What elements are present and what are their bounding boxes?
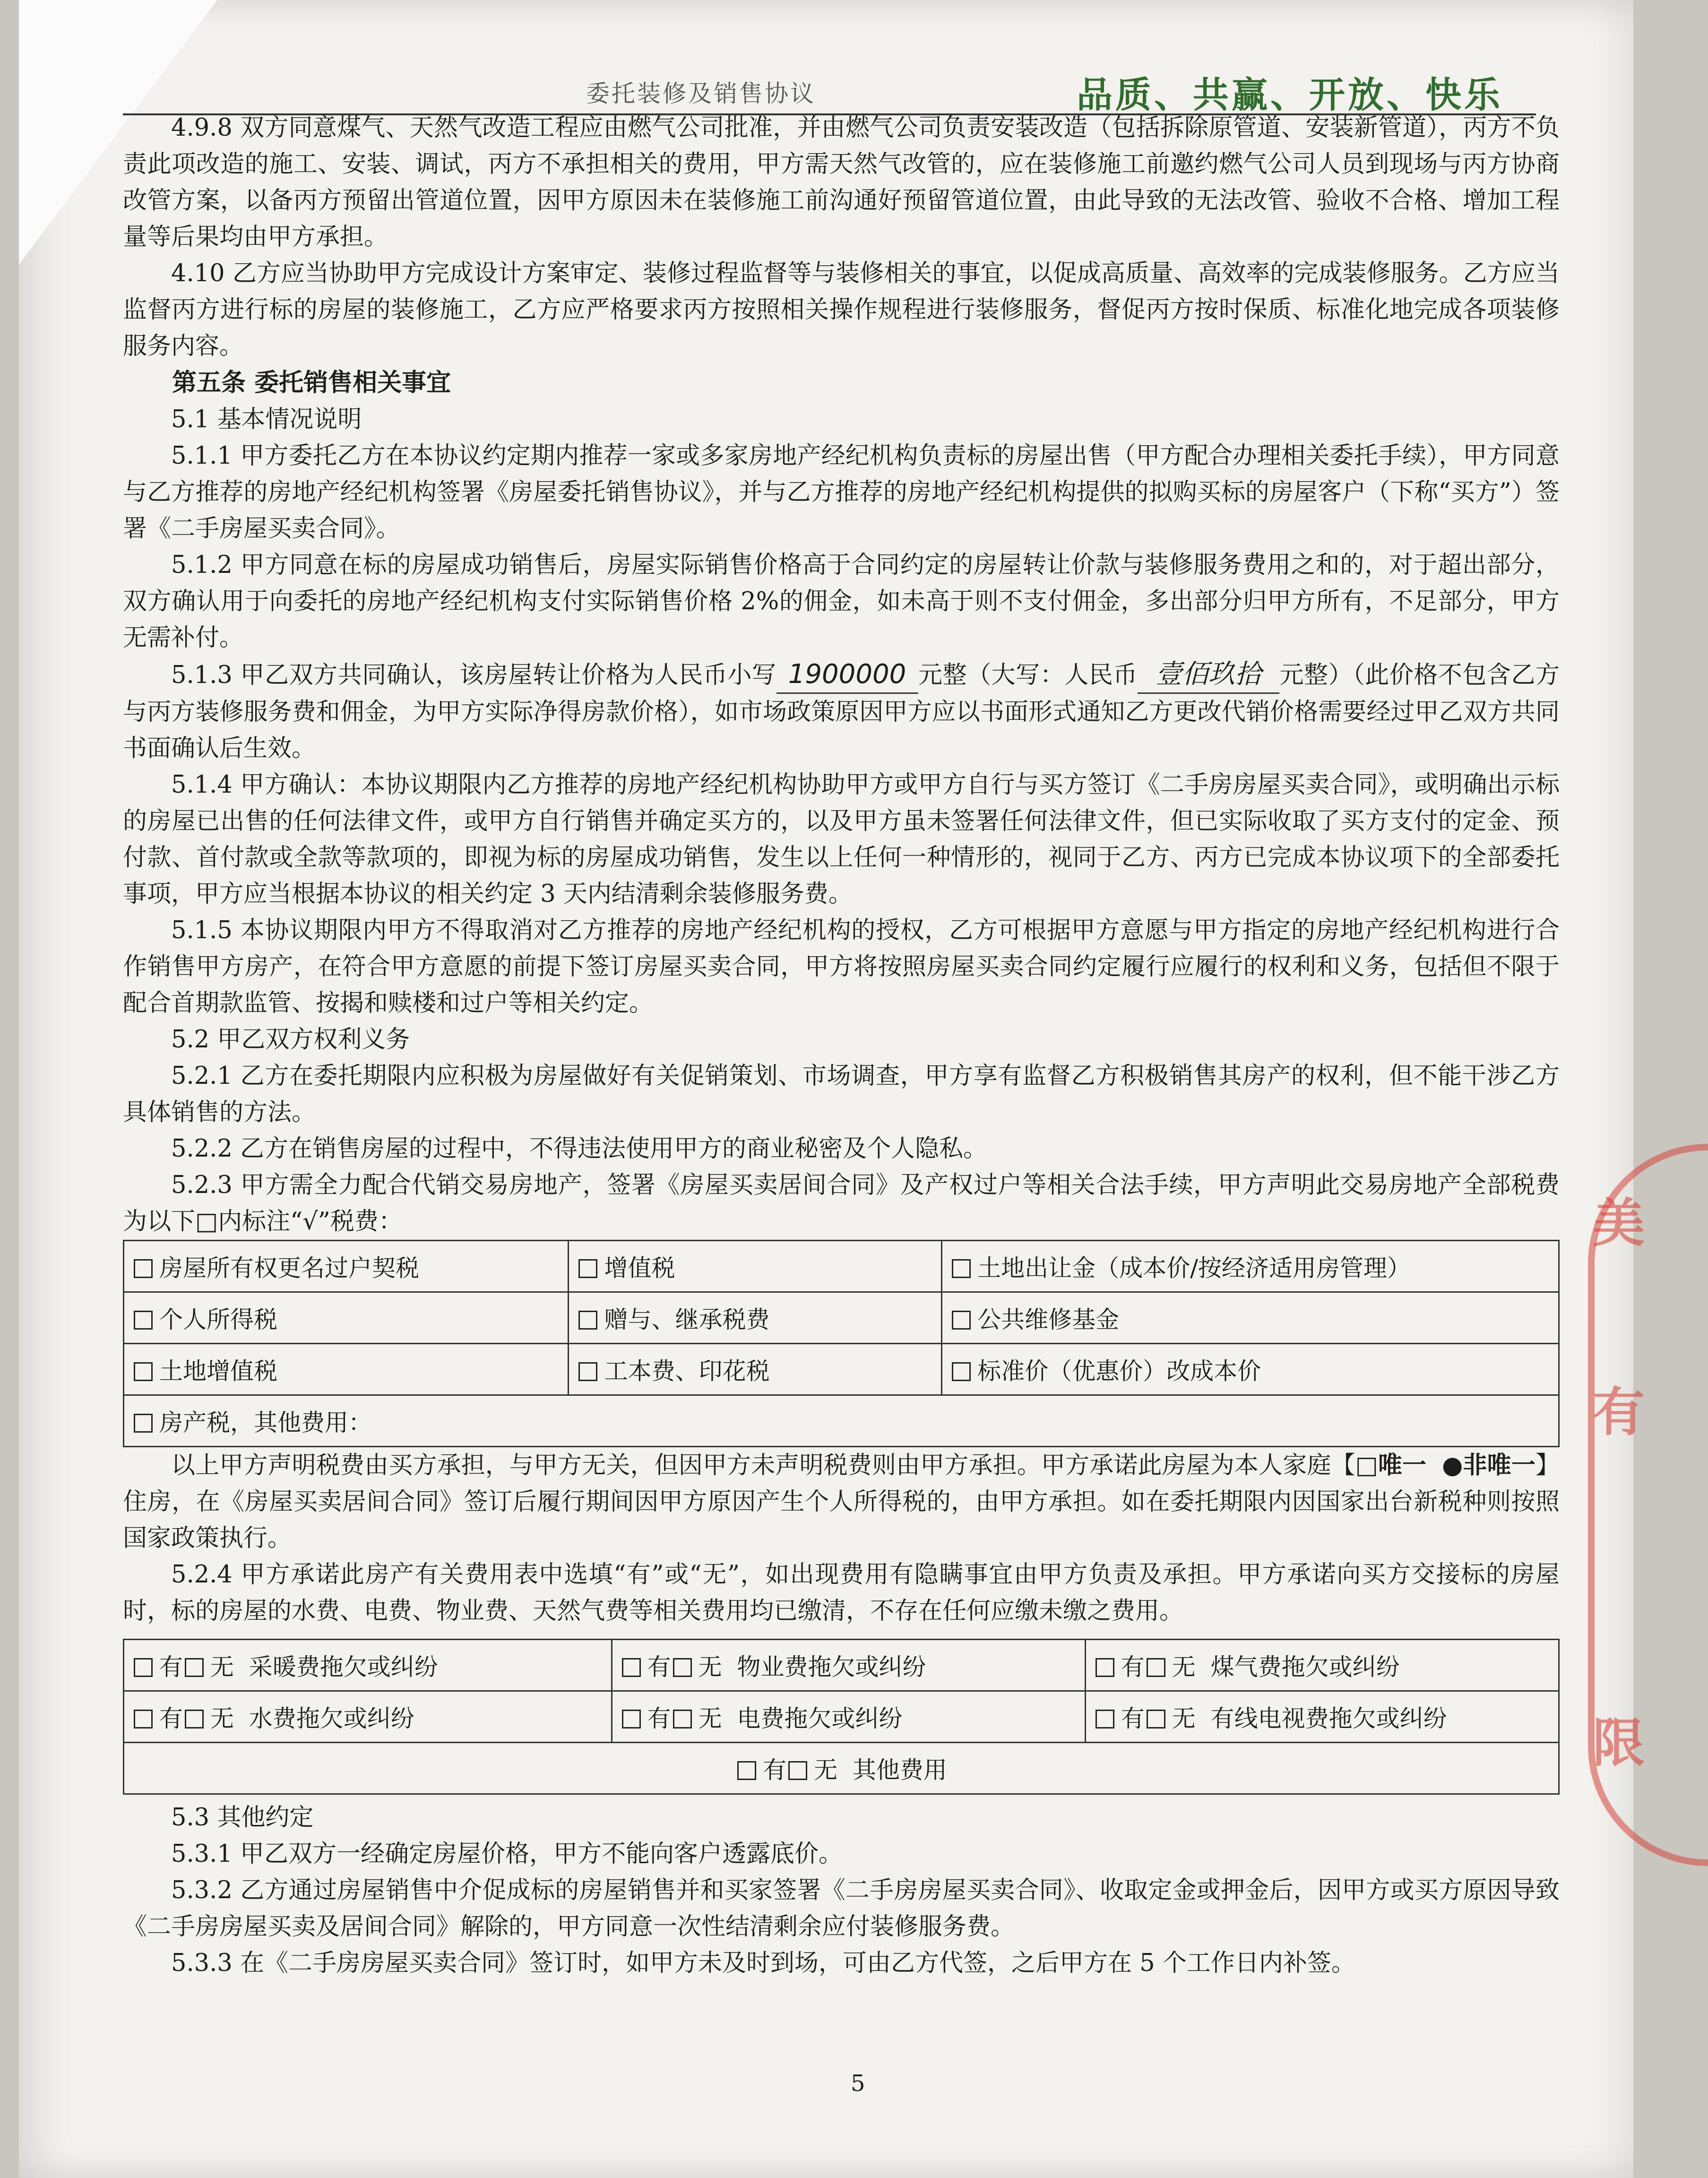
tax-cell <box>942 1292 1559 1344</box>
no-label: 无 <box>210 1653 234 1681</box>
checkbox[interactable] <box>622 1658 641 1677</box>
tax-cell <box>569 1241 942 1292</box>
stamp-char: 有 <box>1593 1382 1645 1443</box>
clause-5-1-3 <box>123 656 1560 767</box>
stamp-char: 限 <box>1593 1713 1645 1773</box>
checkbox[interactable] <box>134 1259 153 1278</box>
fee-label: 物业费拖欠或纠纷 <box>737 1653 926 1681</box>
clause-5-1-4: 5.1.4 甲方确认：本协议期限内乙方推荐的房地产经纪机构协助甲方或甲方自行与买方签订《二手房房屋买卖合同》，或明确出示标的房屋已出售的任何法律文件，或甲方自行销售并确定买方的，以及甲方虽未签署任何法律文件，但已实际收取了买方支付的定金、预付款、首付款或全款等款项的，即视为标的房屋成功销售，发生以上任何一种情形的，视同于乙方、丙方已完成本协议项下的全部委托事项，甲方应当根据本协议的相关约定 3 天内结清剩余装修服务费。 <box>123 771 1560 908</box>
tax-label: 标准价（优惠价）改成本价 <box>977 1357 1261 1385</box>
clause-5-3: 5.3 其他约定 <box>171 1804 314 1832</box>
yes-label: 有 <box>647 1705 671 1732</box>
price-handwritten-amount: 1900000 <box>776 656 918 694</box>
tax-label: 土地增值税 <box>159 1357 277 1385</box>
fee-label: 其他费用 <box>852 1756 947 1784</box>
fee-label: 煤气费拖欠或纠纷 <box>1210 1653 1400 1681</box>
clause-5-2-3-declaration <box>123 1447 1560 1556</box>
checkbox[interactable] <box>673 1710 692 1729</box>
yes-label: 有 <box>159 1705 183 1732</box>
fee-label: 有线电视费拖欠或纠纷 <box>1210 1705 1447 1732</box>
clause-4-9-8: 4.9.8 双方同意煤气、天然气改造工程应由燃气公司批准，并由燃气公司负责安装改造（包括拆除原管道、安装新管道），丙方不负责此项改造的施工、安装、调试，丙方不承担相关的费用，甲方需天然气改管的，应在装修施工前邀约燃气公司人员到现场与丙方协商改管方案，以备丙方预留出管道位置，因甲方原因未在装修施工前沟通好预留管道位置，由此导致的无法改管、验收不合格、增加工程量等后果均由甲方承担。 <box>123 114 1560 251</box>
checkbox[interactable] <box>134 1311 153 1330</box>
tax-label: 公共维修基金 <box>977 1306 1120 1333</box>
fee-cell <box>124 1640 612 1691</box>
tax-cell <box>124 1292 569 1344</box>
checkbox[interactable] <box>1147 1658 1165 1677</box>
table-row <box>124 1743 1559 1794</box>
clause-5-2-3: 5.2.3 甲方需全力配合代销交易房地产，签署《房屋买卖居间合同》及产权过户等相关合法手续，甲方声明此交易房地产全部税费为以下□内标注“√”税费： <box>123 1171 1560 1236</box>
checkbox[interactable] <box>134 1362 153 1381</box>
tax-table <box>123 1240 1560 1447</box>
no-label: 无 <box>814 1756 838 1784</box>
checkbox[interactable] <box>1147 1710 1165 1729</box>
document-body <box>123 110 1560 1981</box>
yes-label: 有 <box>763 1756 787 1784</box>
yes-label: 有 <box>647 1653 671 1681</box>
fee-cell <box>124 1743 1559 1794</box>
fee-cell <box>124 1691 612 1743</box>
tax-label: 房产税，其他费用： <box>159 1409 372 1436</box>
option-non-unique: 非唯一 <box>1463 1451 1535 1479</box>
clause-5-1-3-part-b: 元整（大写：人民币 <box>918 661 1138 689</box>
table-row <box>124 1691 1559 1743</box>
fee-cell <box>1085 1691 1559 1743</box>
tax-label: 土地出让金（成本价/按经济适用房管理） <box>977 1254 1411 1282</box>
checkbox[interactable] <box>134 1710 153 1729</box>
stamp-char: 美 <box>1593 1193 1645 1253</box>
tax-label: 房屋所有权更名过户契税 <box>159 1254 419 1282</box>
declaration-text-b: 】住房，在《房屋买卖居间合同》签订后履行期间因甲方原因产生个人所得税的，由甲方承担。如在委托期限内因国家出台新税种则按照国家政策执行。 <box>123 1452 1560 1552</box>
tax-label: 增值税 <box>604 1254 675 1282</box>
yes-label: 有 <box>1121 1705 1145 1732</box>
checkbox[interactable] <box>185 1710 204 1729</box>
checkbox[interactable] <box>134 1414 153 1433</box>
yes-label: 有 <box>1121 1653 1145 1681</box>
tax-label: 工本费、印花税 <box>604 1357 770 1385</box>
tax-cell <box>124 1344 569 1395</box>
table-row <box>124 1640 1559 1691</box>
clause-5-1-5: 5.1.5 本协议期限内甲方不得取消对乙方推荐的房地产经纪机构的授权，乙方可根据甲方意愿与甲方指定的房地产经纪机构进行合作销售甲方房产，在符合甲方意愿的前提下签订房屋买卖合同，甲方将按照房屋买卖合同约定履行应履行的权利和义务，包括但不限于配合首期款监管、按揭和赎楼和过户等相关约定。 <box>123 916 1560 1017</box>
filled-circle-icon: ● <box>1441 1451 1463 1479</box>
checkbox[interactable] <box>578 1311 597 1330</box>
table-row <box>124 1292 1559 1344</box>
page-number: 5 <box>851 2070 865 2097</box>
fee-cell <box>612 1691 1085 1743</box>
clause-5-3-1: 5.3.1 甲乙双方一经确定房屋价格，甲方不能向客户透露底价。 <box>171 1840 843 1868</box>
article-5-heading: 第五条 委托销售相关事宜 <box>172 368 451 397</box>
checkbox[interactable] <box>578 1362 597 1381</box>
clause-5-2: 5.2 甲乙双方权利义务 <box>171 1026 410 1054</box>
checkbox[interactable] <box>1096 1710 1114 1729</box>
document-title: 委托装修及销售协议 <box>586 80 816 107</box>
tax-cell <box>124 1395 1559 1447</box>
clause-5-1-3-part-a: 5.1.3 甲乙双方共同确认，该房屋转让价格为人民币小写 <box>171 661 776 689</box>
clause-5-2-4: 5.2.4 甲方承诺此房产有关费用表中选填“有”或“无”，如出现费用有隐瞒事宜由甲方负责及承担。甲方承诺向买方交接标的房屋时，标的房屋的水费、电费、物业费、天然气费等相关费用均已缴清，不存在任何应缴未缴之费用。 <box>123 1561 1560 1625</box>
table-row <box>124 1395 1559 1447</box>
clause-5-3-2: 5.3.2 乙方通过房屋销售中介促成标的房屋销售并和买家签署《二手房房屋买卖合同》、收取定金或押金后，因甲方或买方原因导致《二手房房屋买卖及居间合同》解除的，甲方同意一次性结清剩余应付装修服务费。 <box>123 1876 1560 1941</box>
page-header <box>123 66 1536 115</box>
clause-5-3-3: 5.3.3 在《二手房房屋买卖合同》签订时，如甲方未及时到场，可由乙方代签，之后甲方在 5 个工作日内补签。 <box>171 1949 1355 1977</box>
clause-5-1-2: 5.1.2 甲方同意在标的房屋成功销售后，房屋实际销售价格高于合同约定的房屋转让价款与装修服务费用之和的，对于超出部分，双方确认用于向委托的房地产经纪机构支付实际销售价格 2%的佣金，如未高于则不支付佣金，多出部分归甲方所有，不足部分，甲方无需补付。 <box>123 551 1560 652</box>
table-row <box>124 1241 1559 1292</box>
clause-5-1-3-part-c: 元整）（此价格不包含乙方与丙方装修服务费和佣金，为甲方实际净得房款价格），如市场政策原因甲方应以书面形式通知乙方更改代销价格需要经过甲乙双方共同书面确认后生效。 <box>123 661 1560 762</box>
checkbox[interactable] <box>737 1761 756 1780</box>
tax-cell <box>569 1292 942 1344</box>
no-label: 无 <box>698 1705 722 1732</box>
price-handwritten-upper: 壹佰玖拾 <box>1138 656 1279 694</box>
clause-5-2-2: 5.2.2 乙方在销售房屋的过程中，不得违法使用甲方的商业秘密及个人隐私。 <box>171 1135 987 1163</box>
fee-label: 水费拖欠或纠纷 <box>249 1705 414 1732</box>
tax-cell <box>942 1241 1559 1292</box>
no-label: 无 <box>1172 1653 1196 1681</box>
table-row <box>124 1344 1559 1395</box>
checkbox[interactable] <box>673 1658 692 1677</box>
checkbox[interactable] <box>952 1362 971 1381</box>
clause-5-1-1: 5.1.1 甲方委托乙方在本协议约定期内推荐一家或多家房地产经纪机构负责标的房屋出售（甲方配合办理相关委托手续），甲方同意与乙方推荐的房地产经纪机构签署《房屋委托销售协议》，并与乙方推荐的房地产经纪机构提供的拟购买标的房屋客户（下称“买方”）签署《二手房屋买卖合同》。 <box>123 442 1560 543</box>
checkbox[interactable] <box>788 1761 807 1780</box>
tax-label: 赠与、继承税费 <box>604 1306 770 1333</box>
fee-label: 采暖费拖欠或纠纷 <box>249 1653 438 1681</box>
tax-cell <box>569 1344 942 1395</box>
tax-label: 个人所得税 <box>159 1306 277 1333</box>
fee-cell <box>612 1640 1085 1691</box>
no-label: 无 <box>210 1705 234 1732</box>
clause-5-2-1: 5.2.1 乙方在委托期限内应积极为房屋做好有关促销策划、市场调查，甲方享有监督乙方积极销售其房产的权利，但不能干涉乙方具体销售的方法。 <box>123 1062 1560 1126</box>
clause-4-10: 4.10 乙方应当协助甲方完成设计方案审定、装修过程监督等与装修相关的事宜，以促成高质量、高效率的完成装修服务。乙方应当监督丙方进行标的房屋的装修施工，乙方应严格要求丙方按照相关操作规程进行装修服务，督促丙方按时保质、标准化地完成各项装修服务内容。 <box>123 259 1560 360</box>
fee-label: 电费拖欠或纠纷 <box>737 1705 903 1732</box>
checkbox[interactable] <box>622 1710 641 1729</box>
yes-label: 有 <box>159 1653 183 1681</box>
tax-cell <box>942 1344 1559 1395</box>
declaration-text-a: 以上甲方声明税费由买方承担，与甲方无关，但因甲方未声明税费则由甲方承担。甲方承诺此房屋为本人家庭【□ <box>171 1452 1378 1479</box>
clause-5-1: 5.1 基本情况说明 <box>171 406 362 433</box>
option-unique: 唯一 <box>1378 1451 1427 1479</box>
checkbox[interactable] <box>185 1658 204 1677</box>
company-slogan: 品质、共赢、开放、快乐 <box>1077 74 1503 116</box>
checkbox[interactable] <box>952 1311 971 1330</box>
fee-table <box>123 1639 1560 1795</box>
no-label: 无 <box>698 1653 722 1681</box>
document-page <box>19 0 1645 2178</box>
checkbox[interactable] <box>1096 1658 1114 1677</box>
tax-cell <box>124 1241 569 1292</box>
checkbox[interactable] <box>952 1259 971 1278</box>
fee-cell <box>1085 1640 1559 1691</box>
no-label: 无 <box>1172 1705 1196 1732</box>
checkbox[interactable] <box>578 1259 597 1278</box>
checkbox[interactable] <box>134 1658 153 1677</box>
